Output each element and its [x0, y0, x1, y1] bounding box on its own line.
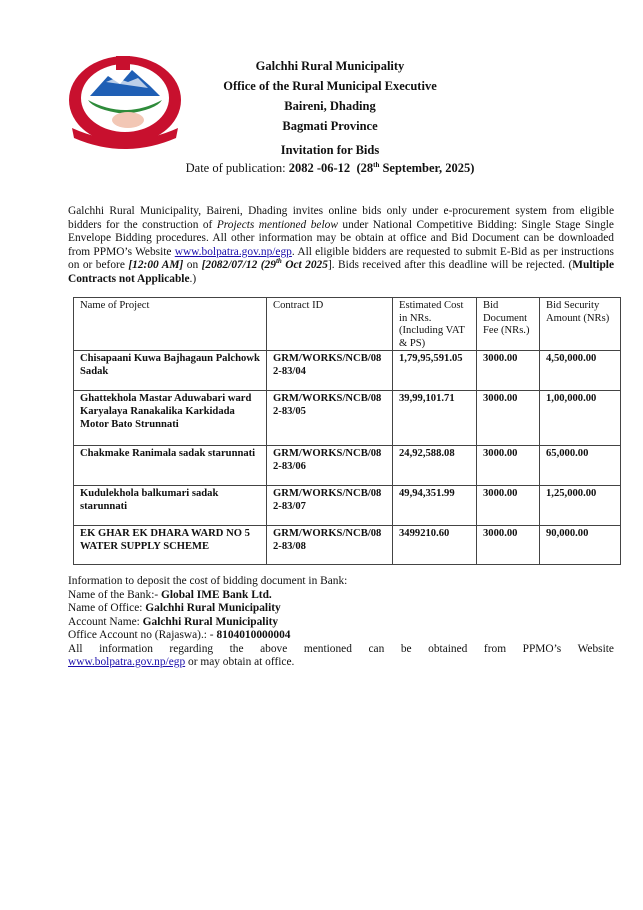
info-tail: or may obtain at office.	[185, 656, 295, 668]
pub-date-rest: September, 2025)	[379, 161, 475, 175]
bid-security: 90,000.00	[540, 526, 621, 565]
office-name: Office of the Rural Municipal Executive	[223, 79, 437, 93]
bid-fee: 3000.00	[477, 526, 540, 565]
account-number-label: Office Account no (Rajaswa).: -	[68, 629, 217, 641]
header-estimated-cost: Estimated Cost in NRs. (Including VAT & PS)	[393, 298, 477, 351]
table-row	[74, 391, 621, 446]
bid-fee: 3000.00	[477, 486, 540, 526]
bolpatra-link-footer[interactable]: www.bolpatra.gov.np/egp	[68, 656, 186, 668]
deadline-date-rest: Oct 2025	[281, 259, 328, 272]
notice-title: Invitation for Bids	[280, 143, 380, 157]
office-name-line	[68, 602, 614, 616]
bid-security: 1,00,000.00	[540, 391, 621, 446]
pub-date-np: 2082 -06-12	[288, 161, 351, 175]
pub-date-day: (28	[356, 161, 374, 175]
bid-fee: 3000.00	[477, 351, 540, 391]
bank-info	[68, 575, 614, 670]
bid-security: 4,50,000.00	[540, 351, 621, 391]
account-label: Account Name:	[68, 615, 143, 628]
intro-text: on	[183, 259, 202, 272]
bid-fee: 3000.00	[477, 446, 540, 486]
project-name: Ghattekhola Mastar Aduwabari ward Karyalaya Ranakalika Karkidada Motor Bato Strunnati	[74, 391, 267, 446]
estimated-cost: 49,94,351.99	[393, 486, 477, 526]
estimated-cost: 24,92,588.08	[393, 446, 477, 486]
account-name-line	[68, 616, 614, 630]
bid-security: 1,25,000.00	[540, 486, 621, 526]
pub-label: Date of publication:	[185, 161, 289, 175]
bank-value: Global IME Bank Ltd.	[161, 588, 272, 601]
bolpatra-link[interactable]: www.bolpatra.gov.np/egp	[174, 245, 292, 258]
project-name: Chakmake Ranimala sadak starunnati	[74, 446, 267, 486]
header-bid-security: Bid Security Amount (NRs)	[540, 298, 621, 351]
table-header-row	[74, 298, 621, 351]
deadline-sup: th	[275, 257, 282, 266]
multiple-contracts-note: Multiple Contracts not Applicable	[68, 259, 615, 285]
header-contract-id: Contract ID	[267, 298, 393, 351]
office-header	[170, 56, 490, 136]
contract-id: GRM/WORKS/NCB/082-83/05	[267, 391, 393, 446]
table-row	[74, 351, 621, 391]
bank-intro: Information to deposit the cost of bidding document in Bank:	[68, 575, 348, 587]
contract-id: GRM/WORKS/NCB/082-83/06	[267, 446, 393, 486]
account-number-line	[68, 629, 614, 643]
estimated-cost: 3499210.60	[393, 526, 477, 565]
publication-date	[150, 161, 510, 176]
deadline-date: [2082/07/12 (29	[201, 259, 276, 272]
header-bid-fee: Bid Document Fee (NRs.)	[477, 298, 540, 351]
bank-name-line	[68, 589, 614, 603]
contract-id: GRM/WORKS/NCB/082-83/08	[267, 526, 393, 565]
contract-id: GRM/WORKS/NCB/082-83/07	[267, 486, 393, 526]
info-link-line	[68, 656, 614, 670]
pub-date-sup: th	[373, 160, 380, 169]
deadline-time: [12:00 AM]	[128, 259, 184, 272]
bid-fee: 3000.00	[477, 391, 540, 446]
intro-text: . All eligible bidders are requested to submit E-Bid as per instructions on or before	[68, 245, 614, 272]
bids-table	[73, 297, 621, 565]
table-row	[74, 486, 621, 526]
bank-label: Name of the Bank:-	[68, 588, 161, 601]
account-value: Galchhi Rural Municipality	[142, 615, 279, 628]
bid-security: 65,000.00	[540, 446, 621, 486]
municipality-name: Galchhi Rural Municipality	[255, 59, 405, 73]
estimated-cost: 39,99,101.71	[393, 391, 477, 446]
office-label: Name of Office:	[68, 602, 146, 614]
office-value: Galchhi Rural Municipality	[145, 602, 281, 614]
table-row	[74, 446, 621, 486]
estimated-cost: 1,79,95,591.05	[393, 351, 477, 391]
intro-text: Galchhi Rural Municipality, Baireni, Dhading invites online bids only under e-procurement system from eligible bidders for the construction of	[68, 205, 614, 231]
intro-italic: Projects mentioned below	[216, 218, 338, 231]
project-name: Kudulekhola balkumari sadak starunnati	[74, 486, 267, 526]
project-name: EK GHAR EK DHARA WARD NO 5 WATER SUPPLY SCHEME	[74, 526, 267, 565]
office-location: Baireni, Dhading	[284, 99, 376, 113]
province-name: Bagmati Province	[282, 119, 378, 133]
header-project-name: Name of Project	[74, 298, 267, 351]
project-name: Chisapaani Kuwa Bajhagaun Palchowk Sadak	[74, 351, 267, 391]
intro-text: .)	[189, 272, 197, 285]
table-row	[74, 526, 621, 565]
intro-paragraph	[68, 205, 614, 287]
contract-id: GRM/WORKS/NCB/082-83/04	[267, 351, 393, 391]
account-number-value: 8104010000004	[216, 629, 291, 641]
intro-text: under National Competitive Bidding: Single Stage Single Envelope Bidding procedures. All other information may be obtain at office and Bid Document can be downloaded from PPMO’s Website	[68, 218, 614, 258]
intro-text: ]. Bids received after this deadline will be rejected. (	[327, 259, 573, 272]
info-line: All information regarding the above mentioned can be obtained from PPMO’s Website	[68, 642, 614, 655]
